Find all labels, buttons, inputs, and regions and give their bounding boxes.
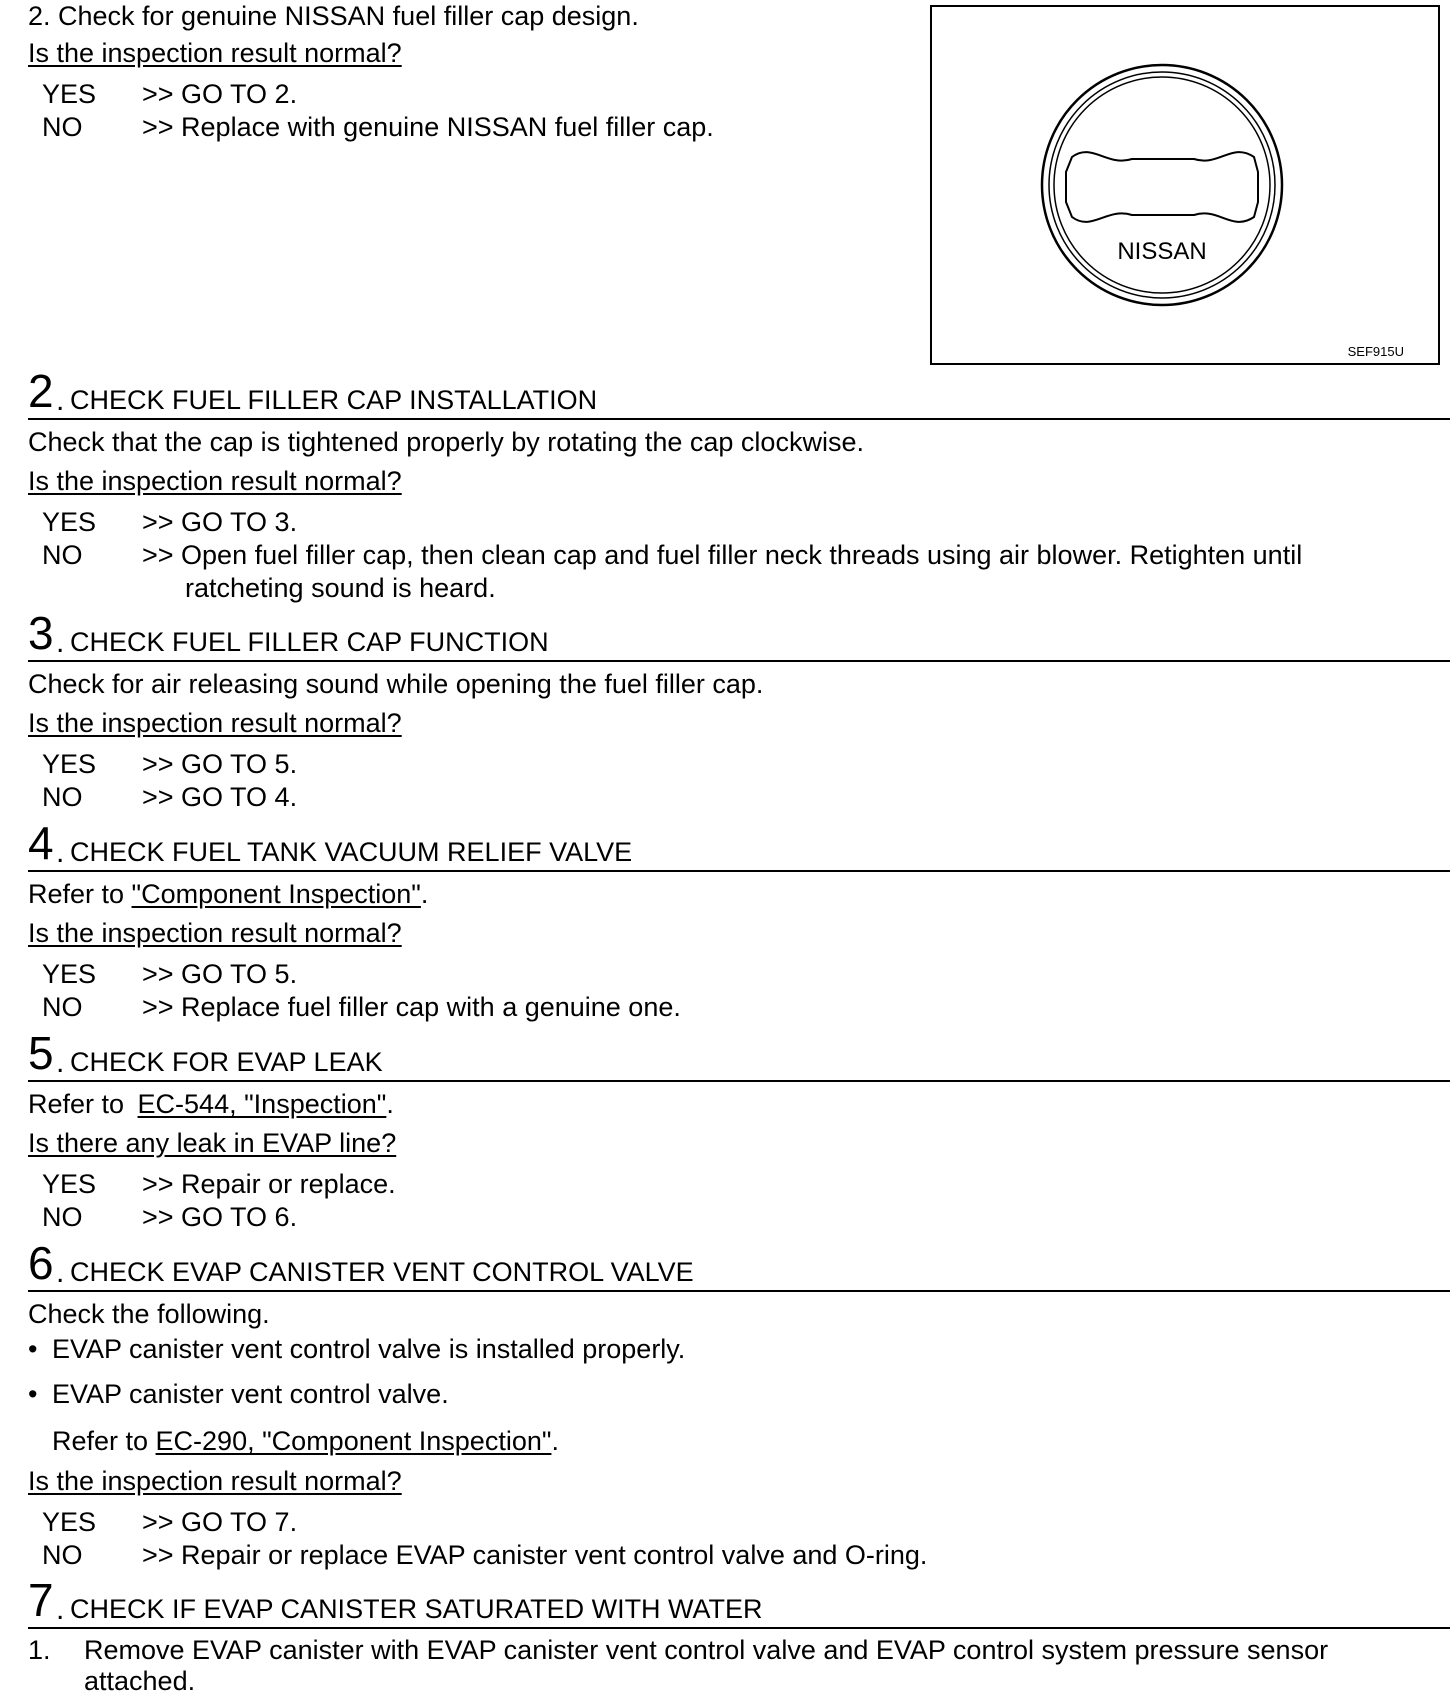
yes-key: YES [42, 749, 97, 779]
figure-code: SEF915U [1347, 344, 1404, 359]
section-number: 4 [28, 817, 54, 869]
section-body: Check for air releasing sound while opening the fuel filler cap. [28, 669, 764, 699]
no-answer [42, 1539, 927, 1572]
section-heading-3: 3 . CHECK FUEL FILLER CAP FUNCTION [28, 610, 1450, 662]
section-title: CHECK FUEL FILLER CAP INSTALLATION [70, 385, 598, 415]
intro-yes-answer [42, 78, 297, 111]
section-heading-2: 2 . CHECK FUEL FILLER CAP INSTALLATION [28, 368, 1450, 420]
bullet-item: • EVAP canister vent control valve. [28, 1379, 449, 1409]
no-answer [42, 991, 681, 1024]
yes-text: >> Repair or replace. [142, 1169, 396, 1199]
step-item [28, 1634, 1328, 1667]
yes-key: YES [42, 507, 97, 537]
bullet-item: • EVAP canister vent control valve is installed properly. [28, 1334, 686, 1364]
yes-answer [42, 1168, 396, 1201]
section-number: 2 [28, 365, 54, 417]
no-text: >> GO TO 4. [142, 782, 298, 812]
intro-no-answer [42, 111, 714, 144]
no-answer-continued [42, 572, 496, 605]
section-question: Is the inspection result normal? [28, 918, 402, 948]
no-key: NO [42, 1202, 83, 1232]
intro-question: Is the inspection result normal? [28, 38, 402, 68]
no-text: >> Repair or replace EVAP canister vent control valve and O-ring. [142, 1540, 928, 1570]
step-text-continued: attached. [84, 1666, 196, 1696]
section-number: 3 [28, 607, 54, 659]
yes-text: >> GO TO 3. [142, 507, 298, 537]
no-answer [42, 1201, 297, 1234]
yes-answer [42, 1506, 297, 1539]
section-heading-5: 5 . CHECK FOR EVAP LEAK [28, 1030, 1450, 1082]
no-key: NO [42, 992, 83, 1022]
yes-answer [42, 958, 297, 991]
section-question: Is the inspection result normal? [28, 708, 402, 738]
section-body: Check that the cap is tightened properly by rotating the cap clockwise. [28, 427, 864, 457]
ec-290-component-inspection-link[interactable]: EC-290, "Component Inspection" [155, 1426, 552, 1456]
no-key: NO [42, 112, 83, 142]
yes-key: YES [42, 79, 97, 109]
yes-text: >> GO TO 7. [142, 1507, 298, 1537]
yes-key: YES [42, 959, 97, 989]
yes-text: >> GO TO 2. [142, 79, 298, 109]
no-answer [42, 539, 1302, 572]
no-key: NO [42, 782, 83, 812]
section-title: CHECK FUEL FILLER CAP FUNCTION [70, 627, 549, 657]
fuel-cap-figure [930, 5, 1440, 365]
section-heading-6: 6 . CHECK EVAP CANISTER VENT CONTROL VALVE [28, 1240, 1450, 1292]
section-title: CHECK FOR EVAP LEAK [70, 1047, 383, 1077]
section-body: Refer to "Component Inspection". [28, 879, 429, 909]
yes-key: YES [42, 1169, 97, 1199]
section-question: Is there any leak in EVAP line? [28, 1128, 397, 1158]
section-body: Refer to EC-544, "Inspection". [28, 1089, 394, 1119]
step-text: Remove EVAP canister with EVAP canister vent control valve and EVAP control system pressure sensor [84, 1635, 1329, 1665]
no-text: >> Replace with genuine NISSAN fuel filler cap. [142, 112, 714, 142]
step-number: 1. [28, 1635, 51, 1665]
cap-brand-label: NISSAN [1117, 238, 1207, 265]
section-question: Is the inspection result normal? [28, 466, 402, 496]
section-heading-4: 4 . CHECK FUEL TANK VACUUM RELIEF VALVE [28, 820, 1450, 872]
yes-text: >> GO TO 5. [142, 959, 298, 989]
no-answer [42, 781, 297, 814]
yes-text: >> GO TO 5. [142, 749, 298, 779]
yes-answer [42, 506, 297, 539]
section-number: 5 [28, 1027, 54, 1079]
no-text: >> GO TO 6. [142, 1202, 298, 1232]
no-text: >> Replace fuel filler cap with a genuine one. [142, 992, 681, 1022]
intro-step: 2. Check for genuine NISSAN fuel filler cap design. [28, 1, 639, 31]
section-number: 6 [28, 1237, 54, 1289]
no-text-continued: ratcheting sound is heard. [185, 573, 496, 603]
section-body: Check the following. [28, 1299, 270, 1329]
no-key: NO [42, 1540, 83, 1570]
section-title: CHECK FUEL TANK VACUUM RELIEF VALVE [70, 837, 633, 867]
refer-line: Refer to EC-290, "Component Inspection". [52, 1426, 559, 1456]
section-question: Is the inspection result normal? [28, 1466, 402, 1496]
fuel-cap-illustration [932, 7, 1437, 362]
ec-544-inspection-link[interactable]: EC-544, "Inspection" [137, 1089, 387, 1119]
yes-key: YES [42, 1507, 97, 1537]
no-key: NO [42, 540, 83, 570]
no-text: >> Open fuel filler cap, then clean cap and fuel filler neck threads using air blower. Retighten until [142, 540, 1303, 570]
section-title: CHECK EVAP CANISTER VENT CONTROL VALVE [70, 1257, 694, 1287]
section-number: 7 [28, 1574, 54, 1626]
section-heading-7: 7 . CHECK IF EVAP CANISTER SATURATED WITH WATER [28, 1577, 1450, 1629]
component-inspection-link[interactable]: "Component Inspection" [131, 879, 421, 909]
yes-answer [42, 748, 297, 781]
section-title: CHECK IF EVAP CANISTER SATURATED WITH WATER [70, 1594, 763, 1624]
